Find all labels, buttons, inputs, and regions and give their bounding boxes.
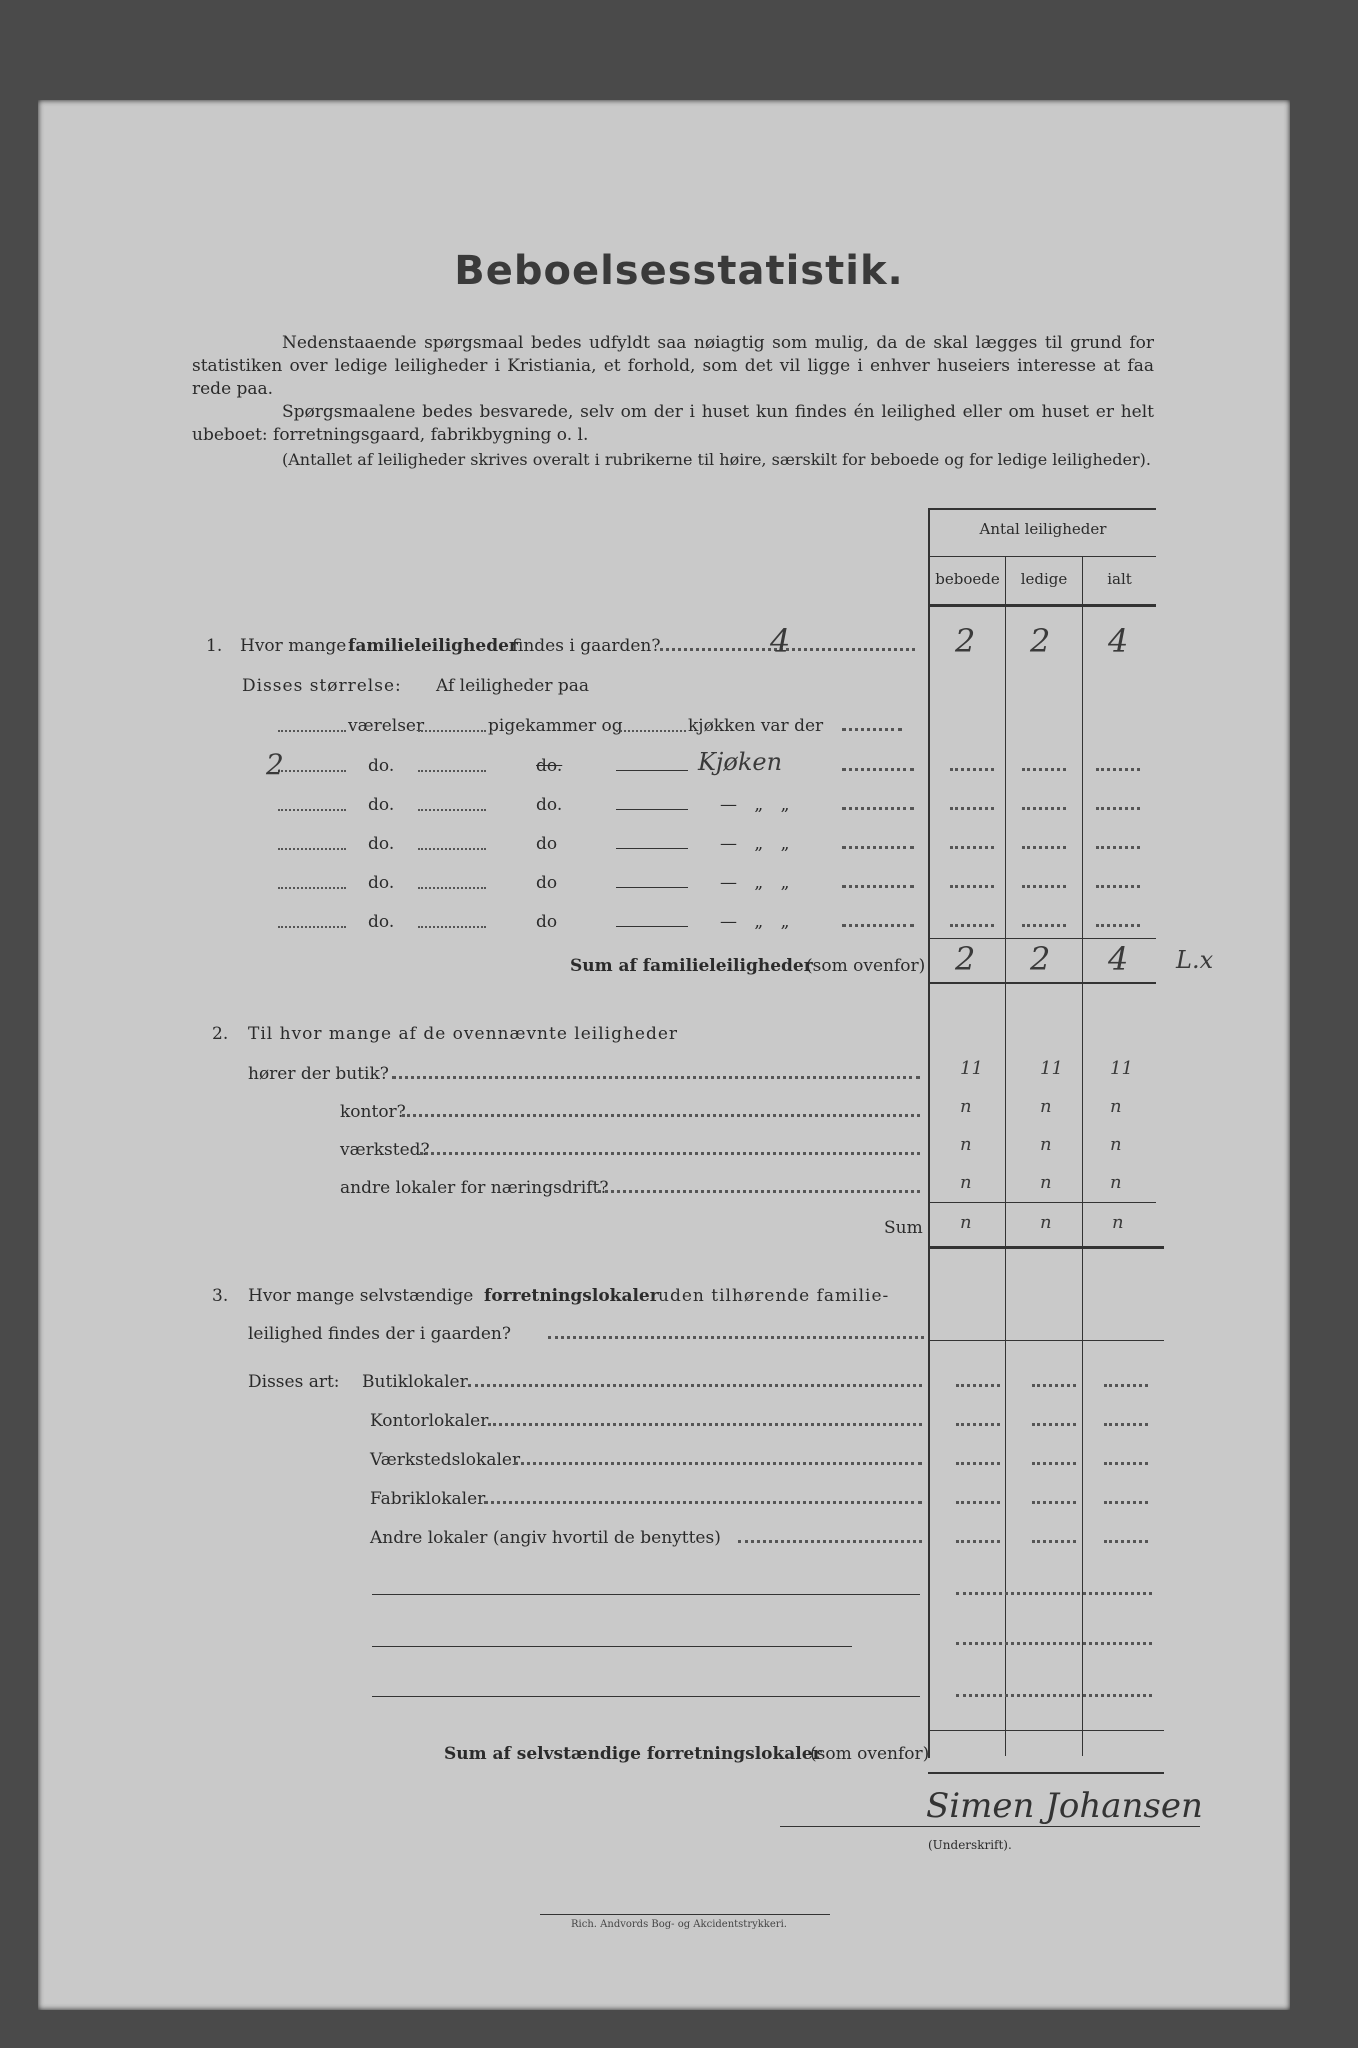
q3-sum-top-rule xyxy=(928,1730,1164,1731)
blank-line-3 xyxy=(372,1696,920,1697)
q3-leader-dots xyxy=(548,1336,924,1339)
table-header-bottom-rule xyxy=(928,604,1156,607)
table-cell-dots xyxy=(1096,768,1140,771)
intro-paragraph-3: (Antallet af leiligheder skrives overalt i rubrikerne til høire, særskilt for beboede og for ledige leiligheder). xyxy=(282,450,1151,469)
q3-row-dots xyxy=(738,1540,922,1543)
q1-value-ialt: 4 xyxy=(1108,622,1129,660)
q2-row-label: værksted? xyxy=(340,1140,430,1160)
table-cell-dots xyxy=(950,768,994,771)
size-row-do-2: do xyxy=(536,912,558,932)
q2-number: 2. xyxy=(212,1024,229,1044)
q3-row-dots xyxy=(488,1423,922,1426)
size-blank-pigekammer xyxy=(418,730,486,732)
q2-row-value: n xyxy=(960,1172,972,1193)
size-row-blank-vaerelser xyxy=(278,926,346,928)
q2-row-label: andre lokaler for næringsdrift? xyxy=(340,1178,609,1198)
size-row-dots xyxy=(842,807,914,810)
q3-row-label: Andre lokaler (angiv hvortil de benyttes) xyxy=(370,1528,721,1548)
q3-sub-label: Disses art: xyxy=(248,1372,340,1392)
size-row-blank-pigekammer xyxy=(418,926,486,928)
table-top-rule xyxy=(928,508,1156,510)
col-header-ialt: ialt xyxy=(1107,570,1132,588)
q3-text-d: leilighed findes der i gaarden? xyxy=(248,1324,511,1344)
q2-row-dots xyxy=(420,1152,920,1155)
q3-row-label: Fabriklokaler xyxy=(370,1489,486,1509)
q1-answer-handwritten: 4 xyxy=(770,622,791,660)
size-row-blank-kjokken xyxy=(616,887,688,888)
table-col-rule-1 xyxy=(1005,556,1006,1756)
size-row-number-handwritten: 2 xyxy=(266,748,284,781)
table-cell-dots xyxy=(1104,1501,1148,1504)
table-cell-dots xyxy=(1096,807,1140,810)
q1-sum-beboede: 2 xyxy=(955,940,976,978)
blank-dots-2 xyxy=(956,1642,1152,1645)
table-left-rule xyxy=(928,508,930,1758)
table-cell-dots xyxy=(1096,885,1140,888)
signature-line xyxy=(780,1826,1200,1827)
q3-text-c: uden tilhørende familie- xyxy=(658,1286,890,1306)
q3-number: 3. xyxy=(212,1286,229,1306)
size-row-do-1: do. xyxy=(368,795,395,815)
q3-row-dots xyxy=(484,1501,922,1504)
size-row-do-2: do. xyxy=(536,756,563,776)
size-row-blank-vaerelser xyxy=(278,770,346,772)
size-row-blank-pigekammer xyxy=(418,809,486,811)
table-cell-dots xyxy=(956,1462,1000,1465)
table-cell-dots xyxy=(1022,924,1066,927)
size-header-kjokken: kjøkken var der xyxy=(688,716,824,736)
size-row-kjokken: — „ „ xyxy=(720,912,796,932)
q2-row-value: n xyxy=(1040,1096,1052,1117)
size-row-do-1: do. xyxy=(368,912,395,932)
size-row-blank-kjokken xyxy=(616,809,688,810)
size-row-blank-kjokken xyxy=(616,848,688,849)
table-cell-dots xyxy=(1032,1384,1076,1387)
size-row-kjokken: — „ „ xyxy=(720,834,796,854)
table-cell-dots xyxy=(1032,1423,1076,1426)
q1-sub-label-2: Af leiligheder paa xyxy=(436,676,589,696)
table-header-divider xyxy=(928,556,1156,557)
size-row-do-1: do. xyxy=(368,873,395,893)
table-cell-dots xyxy=(1104,1384,1148,1387)
q3-row-label: Kontorlokaler xyxy=(370,1411,489,1431)
footer-rule xyxy=(540,1914,830,1915)
q1-value-beboede: 2 xyxy=(955,622,976,660)
table-cell-dots xyxy=(1032,1501,1076,1504)
q2-row-value: n xyxy=(1110,1172,1122,1193)
size-blank-vaerelser xyxy=(278,730,346,732)
size-row-blank-pigekammer xyxy=(418,848,486,850)
blank-dots-1 xyxy=(956,1592,1152,1595)
table-cell-dots xyxy=(1022,807,1066,810)
q2-sum-ialt: n xyxy=(1112,1212,1124,1233)
intro-paragraph-1: Nedenstaaende spørgsmaal bedes udfyldt saa nøiagtig som mulig, da de skal lægges til grund for statistiken over ledige leiligheder i Kristiania, et forhold, som det vil ligge i enhver huseiers interesse at faa rede paa. xyxy=(192,333,1154,399)
q1-sum-bottom-rule xyxy=(928,982,1156,984)
blank-line-1 xyxy=(372,1594,920,1595)
q2-row-dots xyxy=(402,1114,920,1117)
q2-row-value: 11 xyxy=(1110,1058,1133,1079)
size-row-kjokken: — „ „ xyxy=(720,873,796,893)
size-row-dots xyxy=(842,846,914,849)
size-row-blank-pigekammer xyxy=(418,770,486,772)
size-row-kjokken: — „ „ xyxy=(720,795,796,815)
q3-row-label: Butiklokaler xyxy=(362,1372,468,1392)
table-cell-dots xyxy=(1022,768,1066,771)
size-row-dots xyxy=(842,768,914,771)
size-row-blank-kjokken xyxy=(616,926,688,927)
table-cell-dots xyxy=(1096,846,1140,849)
size-row-blank-vaerelser xyxy=(278,809,346,811)
table-cell-dots xyxy=(1104,1462,1148,1465)
q1-value-ledige: 2 xyxy=(1030,622,1051,660)
size-row-do-1: do. xyxy=(368,756,395,776)
q1-sum-label-note: (som ovenfor) xyxy=(806,956,926,976)
table-cell-dots xyxy=(1096,924,1140,927)
blank-dots-3 xyxy=(956,1694,1152,1697)
table-cell-dots xyxy=(950,924,994,927)
table-cell-dots xyxy=(956,1423,1000,1426)
q2-sum-top-rule xyxy=(928,1202,1156,1203)
size-header-pigekammer: pigekammer og xyxy=(488,716,623,736)
q2-row-value: n xyxy=(1110,1096,1122,1117)
q1-sum-label: Sum af familieleiligheder xyxy=(570,956,813,976)
size-row-blank-vaerelser xyxy=(278,848,346,850)
q3-sum-label-note: (som ovenfor) xyxy=(810,1744,930,1764)
q3-sum-label: Sum af selvstændige forretningslokaler xyxy=(444,1744,822,1764)
q2-row-dots xyxy=(392,1076,920,1079)
size-blank-kjokken xyxy=(616,730,686,732)
size-row-blank-kjokken xyxy=(616,770,688,771)
q2-row-value: 11 xyxy=(960,1058,983,1079)
size-header-dots xyxy=(842,728,902,731)
size-row-blank-pigekammer xyxy=(418,887,486,889)
size-row-dots xyxy=(842,885,914,888)
size-header-vaerelser: værelser xyxy=(348,716,425,736)
q2-row-value: n xyxy=(960,1134,972,1155)
col-header-beboede: beboede xyxy=(935,570,1000,588)
q2-row-dots xyxy=(598,1190,920,1193)
size-row-kjokken: Kjøken xyxy=(698,748,783,776)
signature-handwritten: Simen Johansen xyxy=(926,1786,1203,1826)
table-cell-dots xyxy=(1104,1540,1148,1543)
q2-row-label: hører der butik? xyxy=(248,1064,389,1084)
q2-text: Til hvor mange af de ovennævnte leiligheder xyxy=(248,1024,679,1044)
q1-number: 1. xyxy=(206,636,223,656)
blank-line-2 xyxy=(372,1646,852,1647)
table-cell-dots xyxy=(950,846,994,849)
q3-row-label: Værkstedslokaler xyxy=(370,1450,521,1470)
table-cell-dots xyxy=(956,1540,1000,1543)
size-row-do-2: do xyxy=(536,834,558,854)
q2-row-value: n xyxy=(1110,1134,1122,1155)
margin-mark: L.x xyxy=(1176,946,1214,974)
table-cell-dots xyxy=(1022,846,1066,849)
q1-sub-label: Disses størrelse: xyxy=(242,676,402,696)
q2-row-value: 11 xyxy=(1040,1058,1063,1079)
signature-caption: (Underskrift). xyxy=(928,1838,1012,1852)
q1-sum-ialt: 4 xyxy=(1108,940,1129,978)
q2-row-value: n xyxy=(960,1096,972,1117)
size-row-do-2: do. xyxy=(536,795,563,815)
q1-text-c: findes i gaarden? xyxy=(512,636,661,656)
table-col-rule-2 xyxy=(1082,556,1083,1756)
q1-sum-top-rule xyxy=(928,938,1156,939)
size-row-dots xyxy=(842,924,914,927)
table-cell-dots xyxy=(950,807,994,810)
table-cell-dots xyxy=(1032,1462,1076,1465)
q2-row-label: kontor? xyxy=(340,1102,406,1122)
q1-sum-ledige: 2 xyxy=(1030,940,1051,978)
q3-row-dots xyxy=(514,1462,922,1465)
q3-text-a: Hvor mange selvstændige xyxy=(248,1286,474,1306)
table-cell-dots xyxy=(1104,1423,1148,1426)
q1-text-a: Hvor mange xyxy=(240,636,347,656)
q2-sum-label: Sum xyxy=(884,1218,923,1238)
q2-row-value: n xyxy=(1040,1172,1052,1193)
table-cell-dots xyxy=(956,1384,1000,1387)
page-title: Beboelsesstatistik. xyxy=(454,248,904,294)
table-cell-dots xyxy=(956,1501,1000,1504)
size-row-blank-vaerelser xyxy=(278,887,346,889)
q1-text-b: familieleiligheder xyxy=(348,636,518,656)
q3-row-dots xyxy=(468,1384,922,1387)
q3-top-rule xyxy=(928,1340,1164,1341)
q3-text-b: forretningslokaler xyxy=(484,1286,659,1306)
q2-sum-bottom-rule xyxy=(928,1246,1164,1249)
intro-paragraph-2: Spørgsmaalene bedes besvarede, selv om der i huset kun findes én leilighed eller om huset er helt ubeboet: forretningsgaard, fabrikbygning o. l. xyxy=(192,402,1154,445)
table-cell-dots xyxy=(1022,885,1066,888)
printer-imprint: Rich. Andvords Bog- og Akcidentstrykkeri. xyxy=(571,1919,787,1930)
col-header-ledige: ledige xyxy=(1020,570,1068,588)
q2-sum-ledige: n xyxy=(1040,1212,1052,1233)
q3-sum-bottom-rule xyxy=(928,1772,1164,1774)
table-group-header: Antal leiligheder xyxy=(979,520,1107,538)
size-row-do-2: do xyxy=(536,873,558,893)
table-cell-dots xyxy=(1032,1540,1076,1543)
q2-sum-beboede: n xyxy=(960,1212,972,1233)
size-row-do-1: do. xyxy=(368,834,395,854)
table-cell-dots xyxy=(950,885,994,888)
q2-row-value: n xyxy=(1040,1134,1052,1155)
